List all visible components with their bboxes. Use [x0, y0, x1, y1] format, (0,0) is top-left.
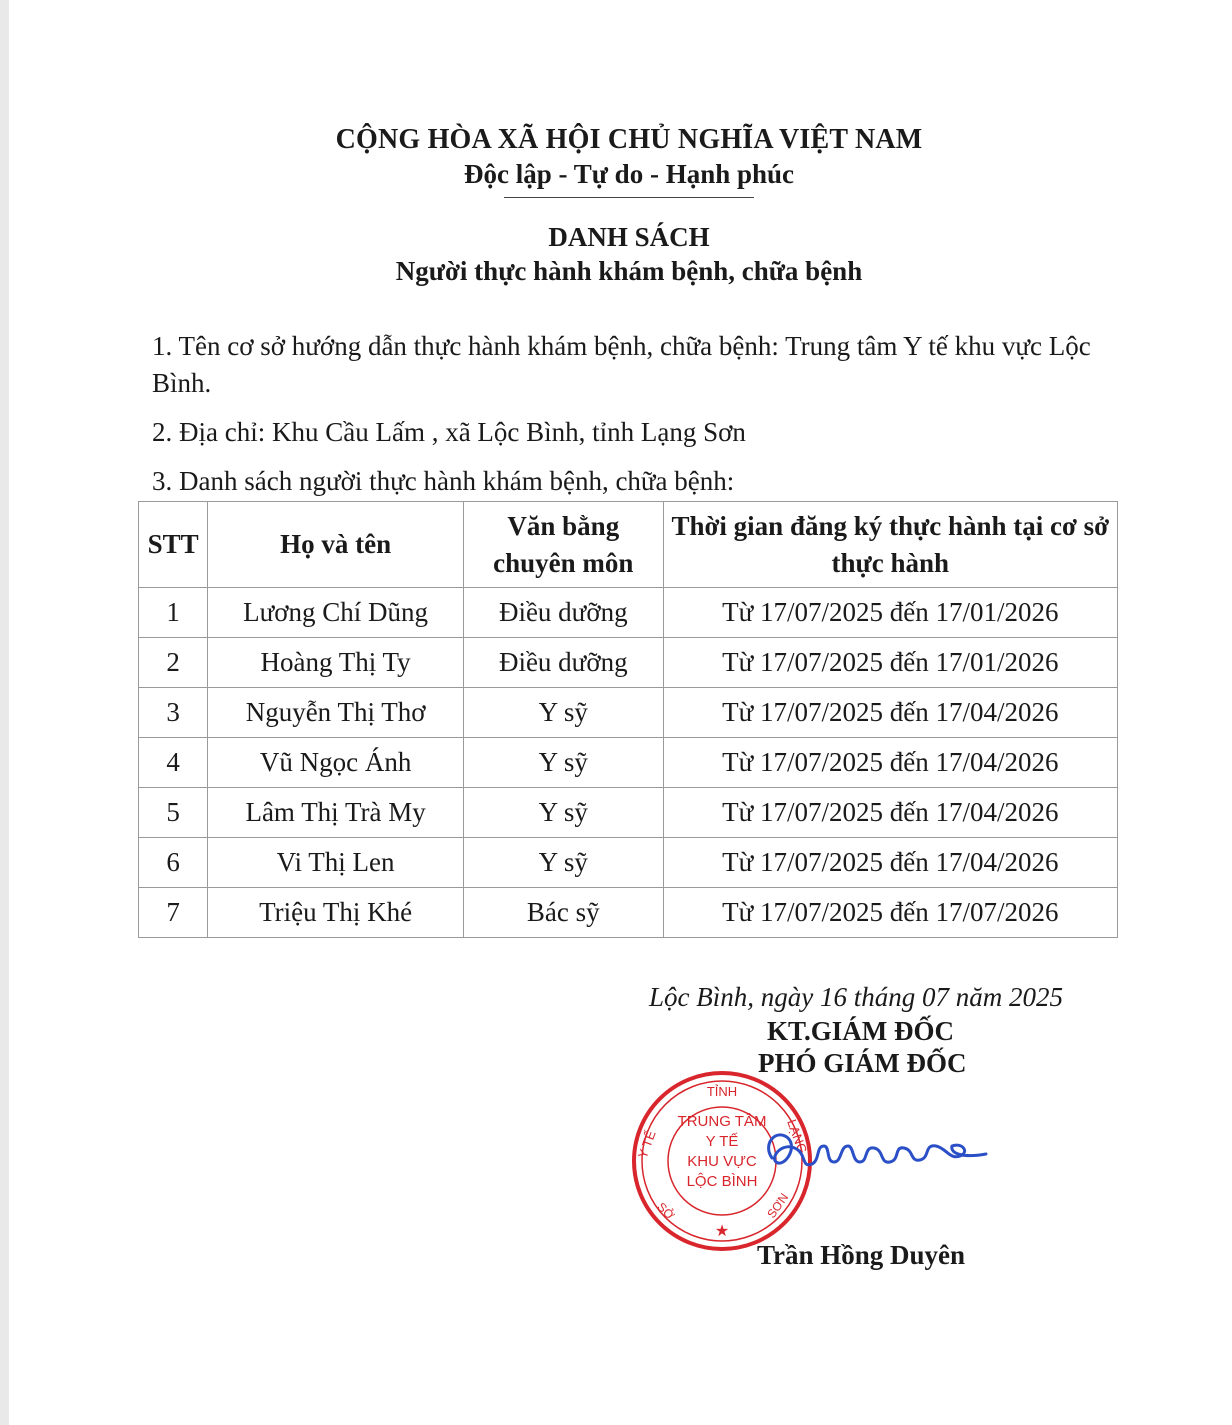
signer-role-secondary: PHÓ GIÁM ĐỐC — [758, 1048, 967, 1078]
cell-name: Lương Chí Dũng — [208, 588, 464, 638]
signer-name: Trần Hồng Duyên — [757, 1240, 966, 1270]
nation-title: CỘNG HÒA XÃ HỘI CHỦ NGHĨA VIỆT NAM — [335, 124, 923, 155]
seal-center-line: Y TẾ — [705, 1133, 739, 1150]
header-name: Họ và tên — [208, 502, 464, 588]
cell-name: Triệu Thị Khé — [208, 888, 464, 938]
seal-top-text: TỈNH — [706, 1084, 738, 1099]
seal-bottom-right-text: SƠN — [764, 1190, 792, 1221]
seal-center-line: LỘC BÌNH — [686, 1173, 758, 1190]
info-list-intro: 3. Danh sách người thực hành khám bệnh, chữa bệnh: — [152, 466, 735, 496]
table-row — [139, 788, 1118, 838]
seal-bottom-left-text: SỞ — [654, 1199, 678, 1223]
table-row — [139, 838, 1118, 888]
page-edge — [0, 0, 9, 1425]
signer-role-primary: KT.GIÁM ĐỐC — [767, 1016, 954, 1046]
table-header-row — [139, 502, 1118, 588]
table-row — [139, 588, 1118, 638]
cell-stt: 4 — [139, 738, 208, 788]
header-period: Thời gian đăng ký thực hành tại cơ sở thực hành — [663, 502, 1117, 588]
motto-underline — [504, 197, 754, 198]
table-row — [139, 738, 1118, 788]
star-icon: ★ — [714, 1223, 730, 1240]
cell-degree: Điều dưỡng — [463, 638, 663, 688]
cell-stt: 3 — [139, 688, 208, 738]
cell-period: Từ 17/07/2025 đến 17/01/2026 — [663, 638, 1117, 688]
seal-center-line: TRUNG TÂM — [677, 1113, 767, 1130]
cell-name: Lâm Thị Trà My — [208, 788, 464, 838]
cell-stt: 5 — [139, 788, 208, 838]
cell-period: Từ 17/07/2025 đến 17/04/2026 — [663, 838, 1117, 888]
header-degree: Văn bằng chuyên môn — [463, 502, 663, 588]
cell-stt: 6 — [139, 838, 208, 888]
cell-period: Từ 17/07/2025 đến 17/04/2026 — [663, 788, 1117, 838]
cell-degree: Bác sỹ — [463, 888, 663, 938]
seal-right-text: LẠNG — [784, 1117, 811, 1156]
document-page — [9, 0, 1232, 1425]
info-facility-name: 1. Tên cơ sở hướng dẫn thực hành khám bệnh, chữa bệnh: Trung tâm Y tế khu vực Lộc Bình. — [152, 331, 1091, 398]
place-date: Lộc Bình, ngày 16 tháng 07 năm 2025 — [649, 982, 1063, 1012]
cell-name: Vi Thị Len — [208, 838, 464, 888]
cell-period: Từ 17/07/2025 đến 17/01/2026 — [663, 588, 1117, 638]
cell-period: Từ 17/07/2025 đến 17/07/2026 — [663, 888, 1117, 938]
table-row — [139, 888, 1118, 938]
cell-degree: Điều dưỡng — [463, 588, 663, 638]
table-row — [139, 638, 1118, 688]
seal-center-line: KHU VỰC — [687, 1153, 757, 1170]
cell-stt: 7 — [139, 888, 208, 938]
cell-period: Từ 17/07/2025 đến 17/04/2026 — [663, 688, 1117, 738]
document-title: DANH SÁCH — [548, 222, 710, 252]
cell-degree: Y sỹ — [463, 788, 663, 838]
cell-stt: 2 — [139, 638, 208, 688]
cell-name: Nguyễn Thị Thơ — [208, 688, 464, 738]
header-stt: STT — [139, 502, 208, 588]
document-subtitle: Người thực hành khám bệnh, chữa bệnh — [395, 256, 863, 286]
cell-period: Từ 17/07/2025 đến 17/04/2026 — [663, 738, 1117, 788]
practitioner-table — [138, 501, 1118, 938]
seal-left-text: Y TẾ — [634, 1128, 659, 1161]
info-address: 2. Địa chỉ: Khu Cầu Lấm , xã Lộc Bình, tỉnh Lạng Sơn — [152, 417, 746, 447]
national-header — [9, 123, 1232, 198]
handwritten-signature — [754, 1110, 1004, 1190]
cell-degree: Y sỹ — [463, 838, 663, 888]
cell-stt: 1 — [139, 588, 208, 638]
cell-name: Hoàng Thị Ty — [208, 638, 464, 688]
cell-degree: Y sỹ — [463, 688, 663, 738]
cell-degree: Y sỹ — [463, 738, 663, 788]
national-motto: Độc lập - Tự do - Hạnh phúc — [463, 159, 795, 189]
table-row — [139, 688, 1118, 738]
document-title-block — [9, 220, 1232, 288]
cell-name: Vũ Ngọc Ánh — [208, 738, 464, 788]
